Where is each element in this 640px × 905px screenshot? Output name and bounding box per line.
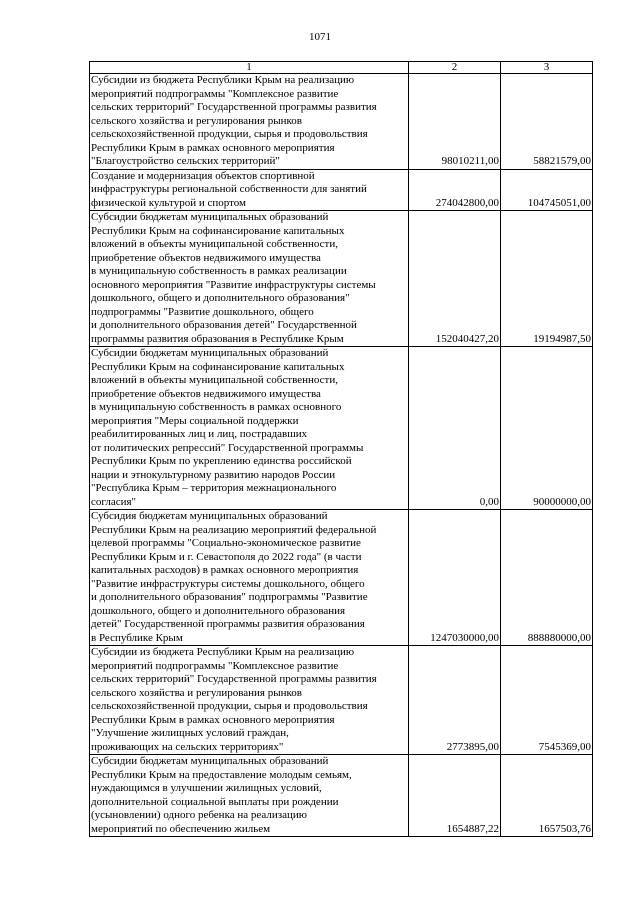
- row-description: Субсидии бюджетам муниципальных образований Республики Крым на предоставление молодым семьям, нуждающимся в улучшении жилищных условий, дополнительной социальной выплаты при рождении (усыновлении) одного ребенка на реализацию мероприятий по обеспечению жильем: [90, 755, 409, 837]
- row-amount-col3: 19194987,50: [501, 211, 593, 347]
- row-amount-col2: 98010211,00: [409, 74, 501, 170]
- row-amount-col3: 104745051,00: [501, 169, 593, 211]
- table-row: [90, 510, 593, 646]
- column-header-2: 2: [409, 62, 501, 74]
- column-header-3: 3: [501, 62, 593, 74]
- table-row: [90, 646, 593, 755]
- row-description: Субсидии бюджетам муниципальных образований Республики Крым на софинансирование капитальных вложений в объекты муниципальной собственности, приобретение объектов недвижимого имущества в муниципальную собственность в рамках основного мероприятия "Меры социальной поддержки реабилитированных лиц и лиц, пострадавших от политических репрессий" Государственной программы Республики Крым по укреплению единства российской нации и этнокультурному развитию народов России "Республика Крым – территория межнационального согласия": [90, 347, 409, 510]
- row-description: Субсидии бюджетам муниципальных образований Республики Крым на софинансирование капитальных вложений в объекты муниципальной собственности, приобретение объектов недвижимого имущества в муниципальную собственность в рамках реализации основного мероприятия "Развитие инфраструктуры системы дошкольного, общего и дополнительного образования" подпрограммы "Развитие дошкольного, общего и дополнительного образования детей" Государственной программы развития образования в Республике Крым: [90, 211, 409, 347]
- table-row: [90, 169, 593, 211]
- table-header-row: [90, 62, 593, 74]
- table-row: [90, 755, 593, 837]
- table-row: [90, 347, 593, 510]
- table-row: [90, 211, 593, 347]
- table-row: [90, 74, 593, 170]
- row-amount-col2: 274042800,00: [409, 169, 501, 211]
- row-amount-col3: 58821579,00: [501, 74, 593, 170]
- row-description: Субсидия бюджетам муниципальных образований Республики Крым на реализацию мероприятий федеральной целевой программы "Социально-экономическое развитие Республики Крым и г. Севастополя до 2022 года" (в части капитальных расходов) в рамках основного мероприятия "Развитие инфраструктуры системы дошкольного, общего и дополнительного образования" подпрограммы "Развитие дошкольного, общего и дополнительного образования детей" Государственной программы развития образования в Республике Крым: [90, 510, 409, 646]
- row-amount-col3: 7545369,00: [501, 646, 593, 755]
- row-description: Субсидии из бюджета Республики Крым на реализацию мероприятий подпрограммы "Комплексное развитие сельских территорий" Государственной программы развития сельского хозяйства и регулирования рынков сельскохозяйственной продукции, сырья и продовольствия Республики Крым в рамках основного мероприятия "Благоустройство сельских территорий": [90, 74, 409, 170]
- row-amount-col2: 0,00: [409, 347, 501, 510]
- row-amount-col2: 1247030000,00: [409, 510, 501, 646]
- row-amount-col2: 152040427,20: [409, 211, 501, 347]
- row-description: Субсидии из бюджета Республики Крым на реализацию мероприятий подпрограммы "Комплексное развитие сельских территорий" Государственной программы развития сельского хозяйства и регулирования рынков сельскохозяйственной продукции, сырья и продовольствия Республики Крым в рамках основного мероприятия "Улучшение жилищных условий граждан, проживающих на сельских территориях": [90, 646, 409, 755]
- page-number: 1071: [309, 31, 331, 43]
- row-amount-col3: 888880000,00: [501, 510, 593, 646]
- row-amount-col2: 2773895,00: [409, 646, 501, 755]
- column-header-1: 1: [90, 62, 409, 74]
- row-description: Создание и модернизация объектов спортивной инфраструктуры региональной собственности для занятий физической культурой и спортом: [90, 169, 409, 211]
- row-amount-col3: 90000000,00: [501, 347, 593, 510]
- budget-table: [89, 61, 593, 837]
- row-amount-col3: 1657503,76: [501, 755, 593, 837]
- row-amount-col2: 1654887,22: [409, 755, 501, 837]
